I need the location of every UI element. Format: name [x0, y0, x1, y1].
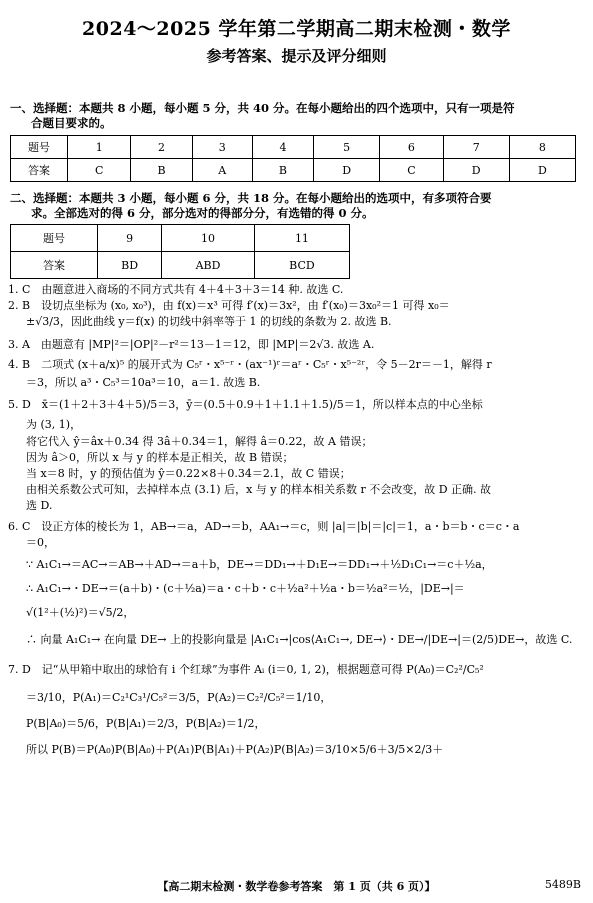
footer-code: 5489B: [544, 878, 581, 891]
table-cell: B: [252, 159, 313, 182]
solution-line: 由相关系数公式可知，去掉样本点 (3.1) 后，x 与 y 的样本相关系数 r 不会改变，故 D 正确. 故: [26, 483, 492, 497]
solution-line: 因为 â＞0，所以 x 与 y 的样本是正相关，故 B 错误；: [26, 450, 294, 464]
table-cell: 答案: [11, 159, 68, 182]
solutions-text: [8, 282, 584, 759]
solution-line: ±√3/3，因此曲线 y＝f(x) 的切线中斜率等于 1 的切线的条数为 2. 故选 B.: [26, 315, 392, 329]
section1-answer-table: [10, 135, 576, 182]
solution-line: 5. D x̄＝(1＋2＋3＋4＋5)/5＝3，ȳ＝(0.5＋0.9＋1＋1.1＋1.5)/5＝1，所以样本点的中心坐标: [8, 398, 483, 412]
section1-heading: 一、选择题：本题共 8 小题，每小题 5 分，共 40 分。在每小题给出的四个选项中，只有一项是符 合题目要求的。: [10, 101, 515, 130]
table-row: [11, 225, 350, 252]
solution-line: 为 (3, 1)，: [26, 418, 82, 432]
table-cell: 1: [68, 136, 131, 159]
solution-line: 3. A 由题意有 |MP|²＝|OP|²－r²＝13－1＝12，即 |MP|＝2√3. 故选 A.: [8, 337, 375, 351]
table-row: [11, 252, 350, 279]
table-cell: ABD: [162, 252, 255, 279]
page-title: 2024～2025 学年第二学期高二期末检测・数学: [82, 18, 511, 40]
solution-line: ＝3/10，P(A₁)＝C₂¹C₃¹/C₅²＝3/5，P(A₂)＝C₂²/C₅²＝1/10，: [26, 691, 332, 705]
page-subtitle: 参考答案、提示及评分细则: [206, 47, 387, 65]
table-cell: 9: [98, 225, 162, 252]
table-cell: 题号: [11, 225, 98, 252]
table-cell: BD: [98, 252, 162, 279]
table-cell: 3: [192, 136, 252, 159]
table-cell: D: [314, 159, 380, 182]
table-cell: 6: [380, 136, 443, 159]
solution-line: 2. B 设切点坐标为 (x₀, x₀³)，由 f(x)＝x³ 可得 f′(x)＝3x²，由 f′(x₀)＝3x₀²＝1 可得 x₀＝: [8, 299, 450, 313]
solution-line: ∴ A₁C₁→・DE→＝(a＋b)・(c＋½a)＝a・c＋b・c＋½a²＋½a・b＝½a²＝½，|DE→|＝: [26, 582, 465, 596]
table-cell: 10: [162, 225, 255, 252]
section2-answer-table: [10, 224, 350, 279]
solution-line: 6. C 设正方体的棱长为 1，AB→＝a，AD→＝b，AA₁→＝c，则 |a|＝|b|＝|c|＝1，a・b＝b・c＝c・a: [8, 519, 520, 533]
solution-line: 7. D 记“从甲箱中取出的球恰有 i 个红球”为事件 Aᵢ (i＝0, 1, 2)，根据题意可得 P(A₀)＝C₂²/C₅²: [8, 662, 484, 676]
solution-line: 4. B 二项式 (x＋a/x)⁵ 的展开式为 C₅ʳ・x⁵⁻ʳ・(ax⁻¹)ʳ＝aʳ・C₅ʳ・x⁵⁻²ʳ，令 5－2r＝－1，解得 r: [8, 357, 492, 371]
table-cell: C: [380, 159, 443, 182]
table-cell: D: [509, 159, 575, 182]
table-cell: 5: [314, 136, 380, 159]
table-row: [11, 159, 576, 182]
table-cell: A: [192, 159, 252, 182]
solution-line: 1. C 由题意进入商场的不同方式共有 4＋4＋3＋3＝14 种. 故选 C.: [8, 283, 344, 296]
table-cell: BCD: [254, 252, 349, 279]
solution-line: ＝0，: [26, 535, 55, 549]
table-cell: 4: [252, 136, 313, 159]
table-cell: 7: [443, 136, 509, 159]
solution-line: 将它代入 ŷ＝âx＋0.34 得 3â＋0.34＝1，解得 â＝0.22，故 A 错误；: [26, 434, 373, 448]
table-cell: 8: [509, 136, 575, 159]
table-row: [11, 136, 576, 159]
table-cell: 题号: [11, 136, 68, 159]
table-cell: D: [443, 159, 509, 182]
solution-line: P(B|A₀)＝5/6，P(B|A₁)＝2/3，P(B|A₂)＝1/2，: [26, 717, 266, 731]
solution-line: √(1²＋(½)²)＝√5/2，: [26, 606, 135, 620]
solution-line: 所以 P(B)＝P(A₀)P(B|A₀)＋P(A₁)P(B|A₁)＋P(A₂)P(B|A₂)＝3/10×5/6＋3/5×2/3＋: [26, 743, 444, 757]
solution-line: 当 x＝8 时，y 的预估值为 ŷ＝0.22×8＋0.34＝2.1，故 C 错误；: [26, 467, 351, 481]
table-cell: B: [131, 159, 192, 182]
solution-line: ＝3，所以 a³・C₅³＝10a³＝10，a＝1. 故选 B.: [26, 376, 261, 390]
solution-line: 选 D.: [26, 499, 53, 513]
table-cell: 11: [254, 225, 349, 252]
table-cell: 2: [131, 136, 192, 159]
solution-line: ∵ A₁C₁→＝AC→＝AB→＋AD→＝a＋b，DE→＝DD₁→＋D₁E→＝DD₁→＋½D₁C₁→＝c＋½a，: [26, 558, 493, 572]
section2-heading: 二、选择题：本题共 3 小题，每小题 6 分，共 18 分。在每小题给出的选项中，有多项符合要 求。全部选对的得 6 分，部分选对的得部分分，有选错的得 0 分。: [10, 191, 492, 220]
table-cell: C: [68, 159, 131, 182]
solution-line: ∴ 向量 A₁C₁→ 在向量 DE→ 上的投影向量是 |A₁C₁→|cos⟨A₁C₁→, DE→⟩・DE→/|DE→|＝(2/5)DE→，故选 C.: [26, 632, 573, 646]
footer-page-info: 【高二期末检测・数学卷参考答案 第 1 页（共 6 页）】: [157, 880, 436, 893]
table-cell: 答案: [11, 252, 98, 279]
